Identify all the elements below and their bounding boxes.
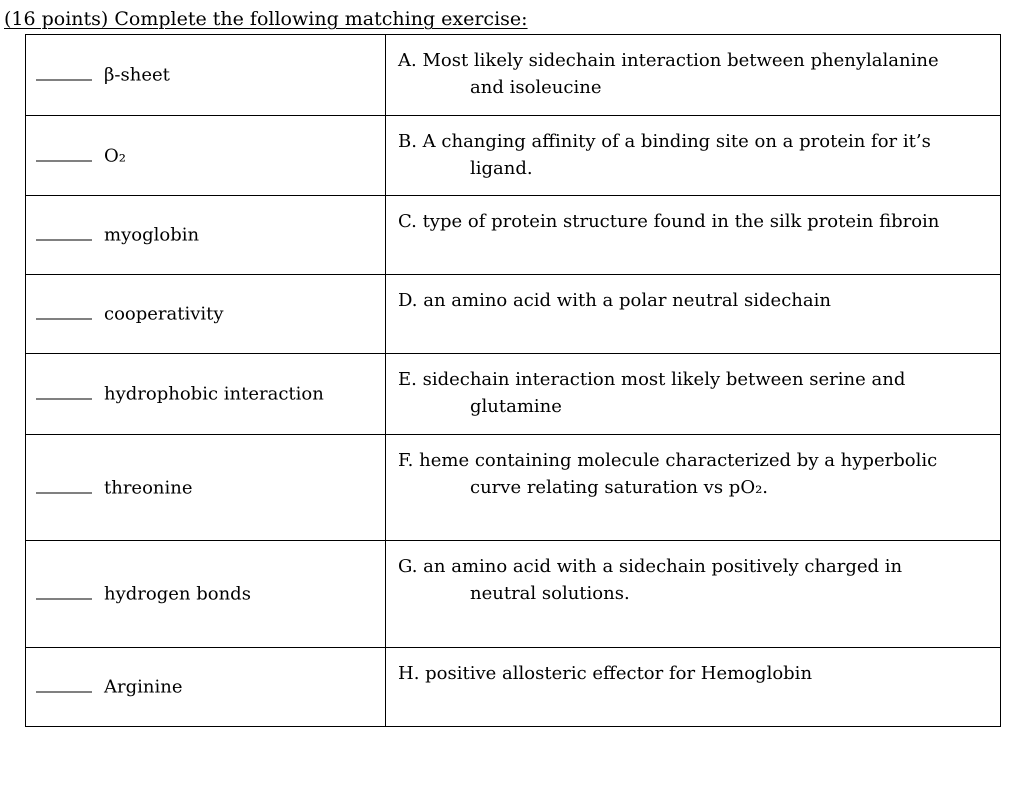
- term-cell: [26, 648, 386, 727]
- table-row: [26, 354, 1001, 435]
- table-row: [26, 541, 1001, 648]
- table-row: [26, 275, 1001, 354]
- definition-cell: [386, 648, 1001, 727]
- definition-line: neutral solutions.: [470, 583, 630, 604]
- definition-cell: [386, 196, 1001, 275]
- term-cell: [26, 435, 386, 541]
- definition-line: E. sidechain interaction most likely between serine and: [398, 369, 906, 390]
- definition-line: and isoleucine: [470, 77, 602, 98]
- answer-blank[interactable]: [36, 484, 92, 493]
- definition-line: D. an amino acid with a polar neutral sidechain: [398, 290, 831, 311]
- table-row: [26, 435, 1001, 541]
- term-label: β-sheet: [104, 64, 170, 86]
- definition-cell: [386, 275, 1001, 354]
- definition-cell: [386, 435, 1001, 541]
- definition-line: G. an amino acid with a sidechain positively charged in: [398, 556, 903, 577]
- term-label: threonine: [104, 477, 193, 498]
- definition-line: F. heme containing molecule characterized by a hyperbolic: [398, 450, 938, 471]
- term-cell: [26, 541, 386, 648]
- term-cell: [26, 354, 386, 435]
- answer-blank[interactable]: [36, 311, 92, 320]
- table-row: [26, 648, 1001, 727]
- term-cell: [26, 196, 386, 275]
- term-label: O₂: [104, 145, 126, 166]
- term-cell: [26, 116, 386, 196]
- term-cell: [26, 275, 386, 354]
- table-row: [26, 116, 1001, 196]
- answer-blank[interactable]: [36, 684, 92, 693]
- term-label: myoglobin: [104, 224, 200, 246]
- answer-blank[interactable]: [36, 72, 92, 81]
- term-label: cooperativity: [104, 303, 224, 325]
- definition-line: curve relating saturation vs pO₂.: [470, 477, 769, 498]
- answer-blank[interactable]: [36, 591, 92, 600]
- definition-cell: [386, 541, 1001, 648]
- definition-line: H. positive allosteric effector for Hemoglobin: [398, 663, 813, 684]
- term-label: hydrophobic interaction: [104, 383, 324, 405]
- matching-table: [25, 34, 1001, 727]
- answer-blank[interactable]: [36, 391, 92, 400]
- definition-cell: [386, 35, 1001, 116]
- definition-line: C. type of protein structure found in the silk protein fibroin: [398, 211, 940, 232]
- table-row: [26, 196, 1001, 275]
- definition-line: B. A changing affinity of a binding site on a protein for it’s: [398, 131, 931, 152]
- definition-line: ligand.: [470, 158, 533, 179]
- answer-blank[interactable]: [36, 152, 92, 161]
- definition-line: A. Most likely sidechain interaction between phenylalanine: [398, 50, 939, 71]
- term-label: Arginine: [104, 676, 183, 698]
- definition-cell: [386, 354, 1001, 435]
- definition-cell: [386, 116, 1001, 196]
- definition-line: glutamine: [470, 396, 562, 417]
- term-label: hydrogen bonds: [104, 583, 251, 605]
- exercise-heading: (16 points) Complete the following matching exercise:: [4, 8, 528, 30]
- term-cell: [26, 35, 386, 116]
- table-row: [26, 35, 1001, 116]
- answer-blank[interactable]: [36, 232, 92, 241]
